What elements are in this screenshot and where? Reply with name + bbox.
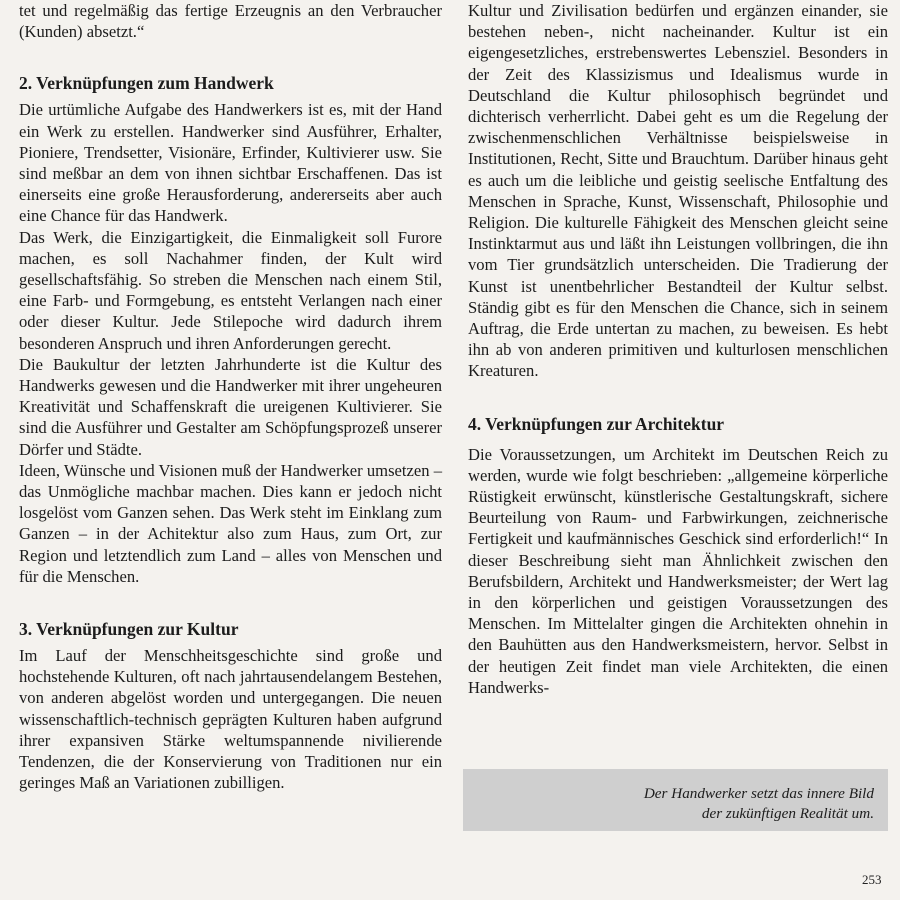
section-2-paragraph-1: Die urtümliche Aufgabe des Handwerkers ist es, mit der Hand ein Werk zu erstellen. Handwerker sind Ausführer, Erhalter, Pioniere, Trendsetter, Visionäre, Erfinder, Kultivierer usw. Sie sind meßbar an dem von ihnen sichtbar Erschaffenen. Das ist einerseits eine große Herausforderung, andererseits aber auch eine Chance für das Handwerk.	[19, 100, 442, 226]
section-2-paragraph-3: Die Baukultur der letzten Jahrhunderte ist die Kultur des Handwerks gewesen und die Handwerker mit ihrer ungeheuren Kreativität und Schaffenskraft die ureigenen Kultivierer. Sie sind die Ausführer und Gestalter am Schöpfungsprozeß unserer Dörfer und Städte.	[19, 354, 442, 459]
section-3-heading: 3. Verknüpfungen zur Kultur	[19, 619, 239, 640]
pull-quote-line-1: Der Handwerker setzt das innere Bild	[643, 785, 874, 802]
pull-quote	[644, 784, 874, 824]
pull-quote-box	[463, 769, 888, 831]
pull-quote-line-2: der zukünftigen Realität um.	[701, 805, 874, 822]
section-4-heading: 4. Verknüpfungen zur Architektur	[468, 413, 725, 434]
culture-paragraph: Kultur und Zivilisation bedürfen und ergänzen einander, sie bestehen neben-, nicht nacheinander. Kultur ist ein eigengesetzliches, erstrebenswertes Lebensziel. Besonders in der Zeit des Klassizismus und Idealismus wurde in Deutschland die Kultur philosophisch begründet und dichterisch verherrlicht. Dabei geht es um die Regelung der zwischenmenschlichen Verhältnisse beispielsweise in Institutionen, Recht, Sitte und Brauchtum. Darüber hinaus geht es auch um die leibliche und geistig seelische Entfaltung des Menschen in Sprache, Kunst, Wissenschaft, Philosophie und Religion. Die kulturelle Fähigkeit des Menschen gleicht seine Instinktarmut aus und läßt ihn Leistungen vollbringen, die ihn vom Tier grundsätzlich unterscheiden. Die Tradierung der Kunst ist unentbehrlicher Bestandteil der Kultur selbst. Ständig gibt es für den Menschen die Chance, sich in seinem Auftrag, die Erde untertan zu machen, zu beweisen. Es hebt ihn ab von anderen primitiven und kulturlosen menschlichen Kreaturen.	[468, 1, 888, 381]
right-column	[468, 0, 888, 698]
intro-paragraph: tet und regelmäßig das fertige Erzeugnis an den Verbraucher (Kunden) absetzt.“	[19, 1, 442, 42]
section-2-paragraph-4: Ideen, Wünsche und Visionen muß der Handwerker umsetzen – das Unmögliche machbar machen. Dies kann er jedoch nicht losgelöst vom Ganzen sehen. Das Werk steht im Einklang zum Ganzen – in der Achitektur also zum Haus, zum Ort, zur Region und letztendlich zum Land – alles von Menschen und für die Menschen.	[19, 460, 442, 586]
page-number: 253	[862, 872, 882, 887]
section-3-paragraph-1: Im Lauf der Menschheitsgeschichte sind große und hochstehende Kulturen, oft nach jahrtausendelangem Bestehen, von anderen abgelöst worden und untergegangen. Die neuen wissenschaftlich-technisch geprägten Kulturen haben aufgrund ihrer expansiven Stärke weltumspannende nivilierende Tendenzen, die der Konservierung von Traditionen nur ein geringes Maß an Variationen zubilligen.	[19, 646, 442, 793]
section-4-paragraph-1: Die Voraussetzungen, um Architekt im Deutschen Reich zu werden, wurde wie folgt beschrieben: „allgemeine körperliche Rüstigkeit erwünscht, künstlerische Gestaltungskraft, sichere Beurteilung von Raum- und Farbwirkungen, zeichnerische Fertigkeit und kaufmännisches Geschick sind erforderlich!“ In dieser Beschreibung sieht man Ähnlichkeit zwischen den Berufsbildern, Architekt und Handwerksmeister; der Wert lag in den körperlichen und geistigen Voraussetzungen des Menschen. Im Mittelalter gingen die Architekten ohnehin in den Bauhütten aus den Handwerksmeistern, hervor. Selbst in der heutigen Zeit findet man viele Architekten, die einen Handwerks-	[468, 444, 888, 697]
left-column	[19, 0, 442, 794]
section-2-paragraph-2: Das Werk, die Einzigartigkeit, die Einmaligkeit soll Furore machen, es soll Nachahmer finden, der Kult wird gesellschaftsfähig. So streben die Menschen nach einem Stil, eine Farb- und Formgebung, es entsteht Verlangen nach einer oder dieser Kultur. Jede Stilepoche wird dadurch ihrem besonderen Anspruch und ihren Anforderungen gerecht.	[19, 227, 442, 353]
section-2-heading: 2. Verknüpfungen zum Handwerk	[19, 73, 274, 94]
